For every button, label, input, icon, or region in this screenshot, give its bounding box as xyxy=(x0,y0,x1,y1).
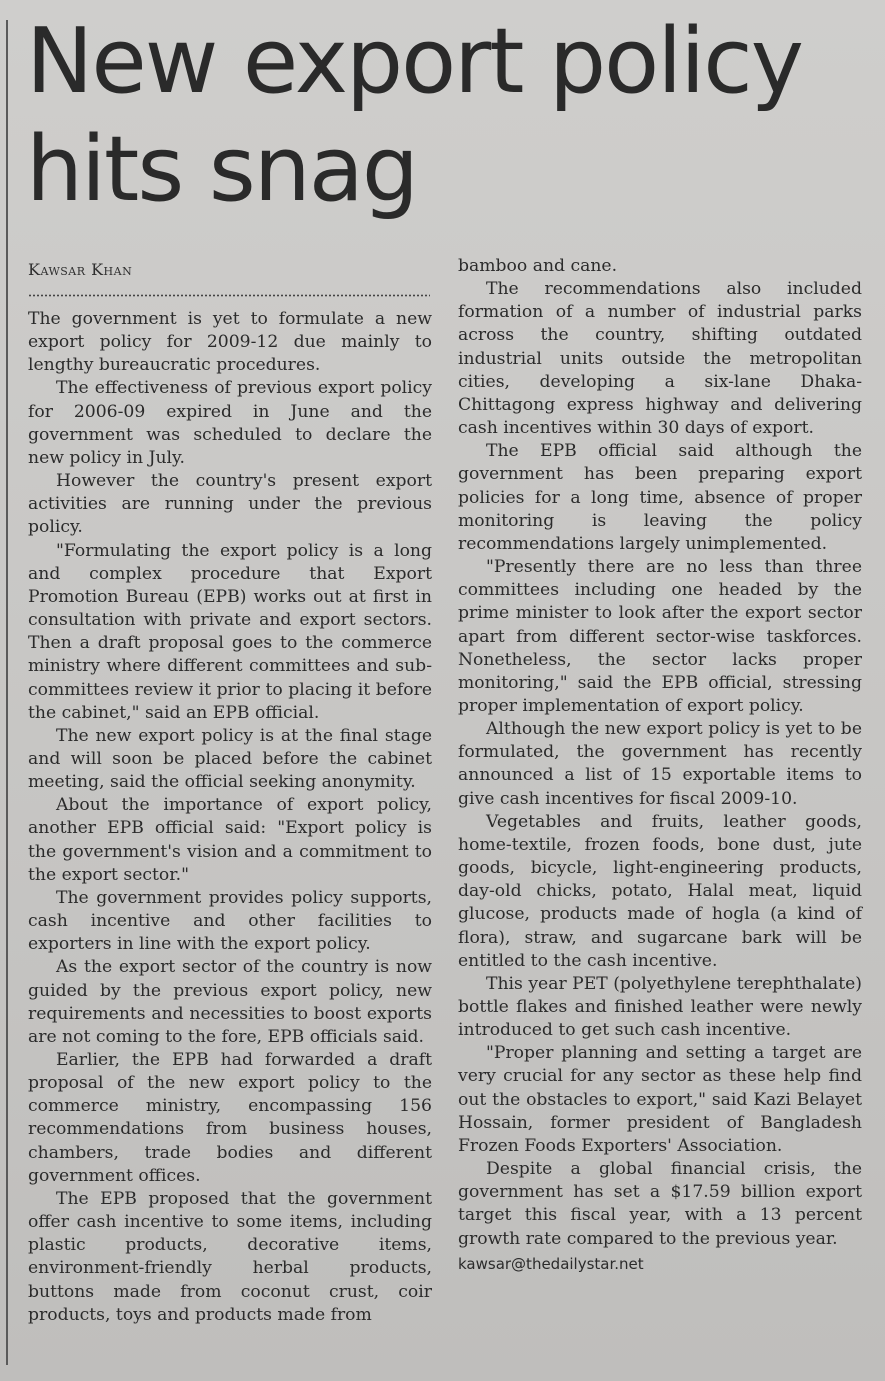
byline: Kawsar Khan xyxy=(28,260,133,279)
headline-line-1: New export policy xyxy=(26,9,802,114)
paragraph: "Formulating the export policy is a long and complex procedure that Export Promotion Bureau (EPB) works out at first in consultation with private and export sectors. Then a draft proposal goes to the commerce ministry where different committees and sub-committees review it prior to placing it before the cabinet," said an EPB official. xyxy=(28,540,432,723)
paragraph: The recommendations also included formation of a number of industrial parks across the country, shifting outdated industrial units outside the metropolitan cities, developing a six-lane Dhaka-Chittagong express highway and delivering cash incentives within 30 days of export. xyxy=(458,279,862,439)
paragraph: The new export policy is at the final stage and will soon be placed before the cabinet meeting, said the official seeking anonymity. xyxy=(28,725,432,793)
paragraph: The effectiveness of previous export policy for 2006-09 expired in June and the government was scheduled to declare the new policy in July. xyxy=(28,378,432,468)
paragraph: Earlier, the EPB had forwarded a draft proposal of the new export policy to the commerce ministry, encompassing 156 recommendations from business houses, chambers, trade bodies and different government offices. xyxy=(28,1050,432,1186)
headline xyxy=(26,8,876,224)
paragraph: "Proper planning and setting a target are very crucial for any sector as these help find out the obstacles to export," said Kazi Belayet Hossain, former president of Bangladesh Frozen Foods Exporters' Association. xyxy=(458,1043,862,1156)
paragraph: This year PET (polyethylene terephthalate) bottle flakes and finished leather were newly introduced to get such cash incentive. xyxy=(458,973,862,1041)
paragraph: The government is yet to formulate a new export policy for 2009-12 due mainly to lengthy bureaucratic procedures. xyxy=(28,309,432,376)
paragraph: Vegetables and fruits, leather goods, home-textile, frozen foods, bone dust, jute goods, bicycle, light-engineering products, day-old chicks, potato, Halal meat, liquid glucose, products made of hogla (a kind of flora), straw, and sugarcane bark will be entitled to the cash incentive. xyxy=(458,811,862,971)
paragraph: "Presently there are no less than three committees including one headed by the prime minister to look after the export sector apart from different sector-wise taskforces. Nonetheless, the sector lacks proper monitoring," said the EPB official, stressing proper implementation of export policy. xyxy=(458,557,862,716)
dotted-divider xyxy=(28,294,430,297)
column-rule xyxy=(6,20,8,1365)
article-column-1 xyxy=(28,308,432,1327)
paragraph: As the export sector of the country is now guided by the previous export policy, new requirements and necessities to boost exports are not coming to the fore, EPB officials said. xyxy=(28,957,432,1047)
paragraph: The government provides policy supports, cash incentive and other facilities to exporters in line with the export policy. xyxy=(28,887,432,955)
author-email: kawsar@thedailystar.net xyxy=(458,1254,644,1273)
paragraph: About the importance of export policy, another EPB official said: "Export policy is the government's vision and a commitment to the export sector." xyxy=(28,795,432,885)
headline-line-2: hits snag xyxy=(26,117,418,222)
paragraph: The EPB proposed that the government offer cash incentive to some items, including plastic products, decorative items, environment-friendly herbal products, buttons made from coconut crust, coir products, toys and products made from xyxy=(28,1188,432,1325)
paragraph: bamboo and cane. xyxy=(458,256,618,276)
paragraph: The EPB official said although the government has been preparing export policies for a long time, absence of proper monitoring is leaving the policy recommendations largely unimplemented. xyxy=(458,441,862,554)
paragraph: However the country's present export activities are running under the previous policy. xyxy=(28,471,432,538)
paragraph: Despite a global financial crisis, the government has set a $17.59 billion export target this fiscal year, with a 13 percent growth rate compared to the previous year. xyxy=(458,1159,862,1249)
paragraph: Although the new export policy is yet to be formulated, the government has recently announced a list of 15 exportable items to give cash incentives for fiscal 2009-10. xyxy=(458,719,862,809)
article-column-2 xyxy=(458,255,862,1276)
